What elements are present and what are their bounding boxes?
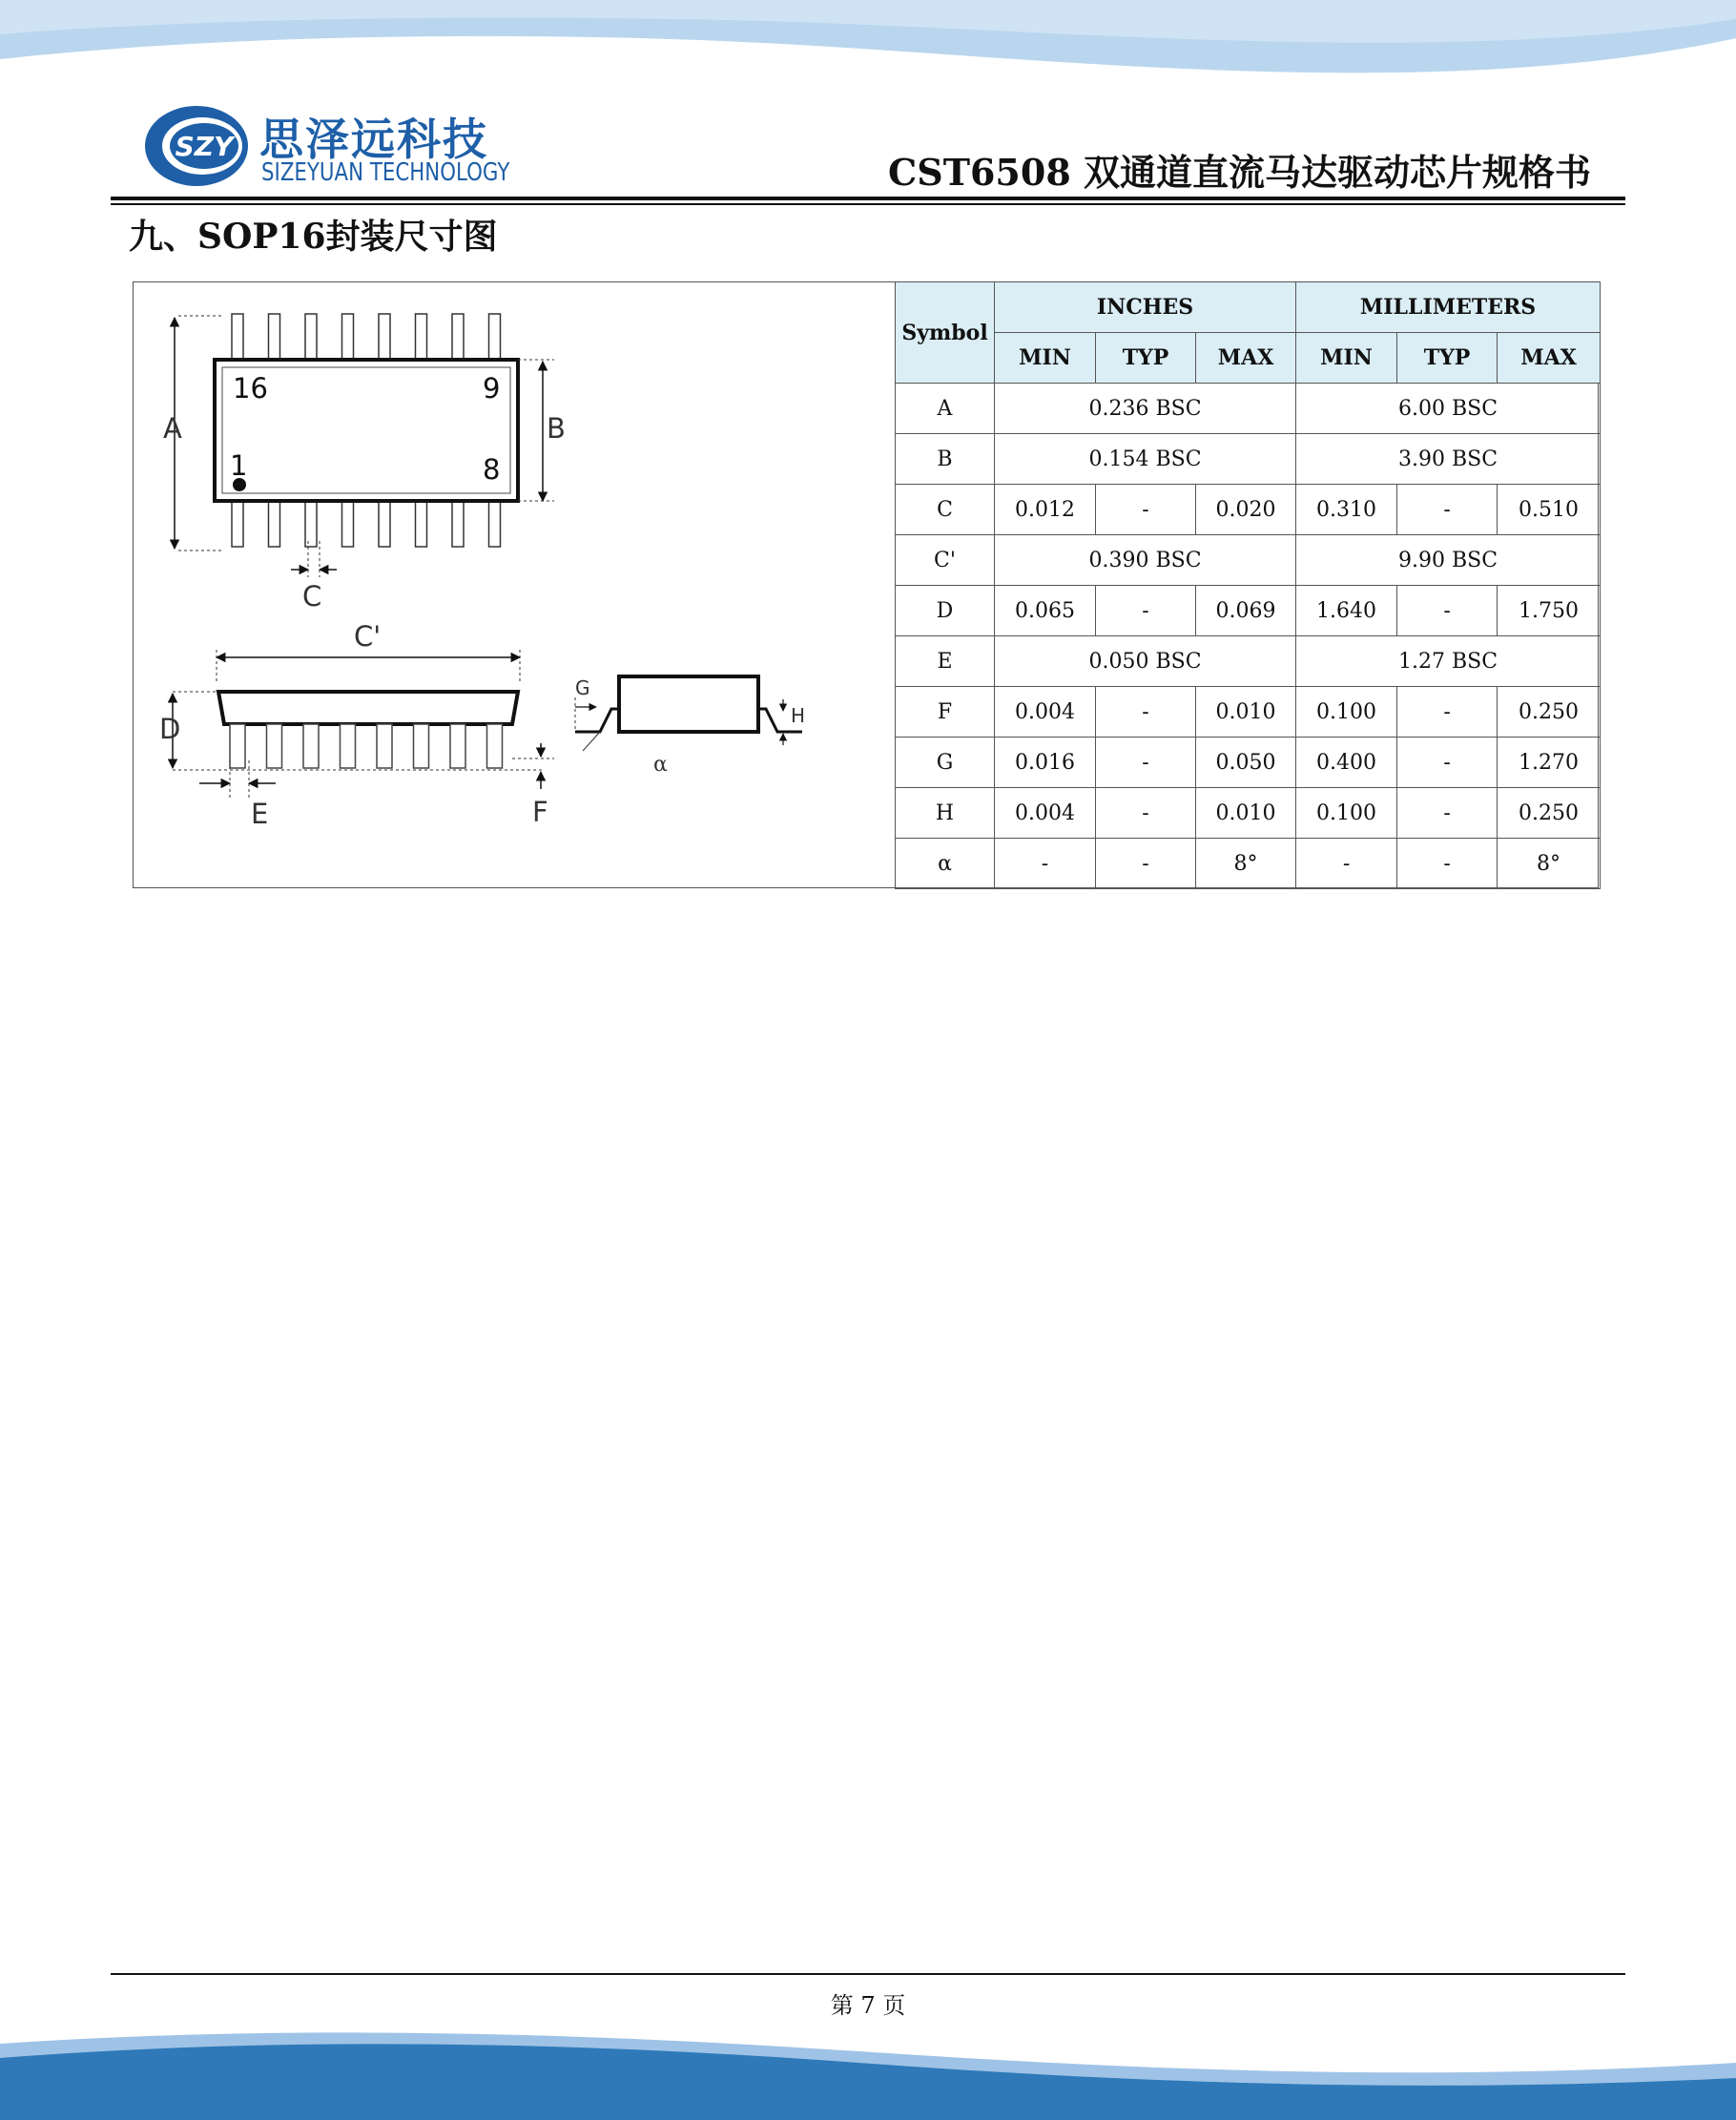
cell-value: 0.004 (995, 788, 1096, 839)
cell-value: 0.100 (1296, 687, 1397, 738)
subheader-in-min: MIN (995, 333, 1096, 384)
szy-logo-icon (143, 103, 256, 189)
cell-value: 8° (1498, 839, 1601, 889)
subheader-mm-max: MAX (1498, 333, 1601, 384)
cell-value: 0.012 (995, 485, 1096, 535)
pin-label-9: 9 (483, 372, 501, 405)
cell-inches-bsc: 0.390 BSC (995, 535, 1296, 586)
page-number: 第 7 页 (830, 1992, 906, 2019)
side-view (159, 620, 554, 830)
footer-wave (0, 2006, 1736, 2120)
table-row (896, 738, 1601, 788)
cell-value: 1.270 (1498, 738, 1601, 788)
cell-value: 1.640 (1296, 586, 1397, 636)
lead-top (342, 314, 354, 362)
cell-mm-bsc: 9.90 BSC (1296, 535, 1601, 586)
sop16-package-drawing (134, 283, 894, 886)
lead-bottom (342, 499, 354, 547)
cell-value: 0.250 (1498, 687, 1601, 738)
cell-value: 0.010 (1196, 788, 1296, 839)
lead-bottom (232, 499, 243, 547)
subheader-mm-min: MIN (1296, 333, 1397, 384)
cell-symbol: C' (896, 535, 995, 586)
dim-label-D: D (159, 713, 181, 745)
cell-value: 0.069 (1196, 586, 1296, 636)
subheader-in-max: MAX (1196, 333, 1296, 384)
header-inches: INCHES (995, 282, 1296, 333)
dim-label-A: A (163, 412, 182, 445)
cell-symbol: C (896, 485, 995, 535)
cell-value: - (1096, 788, 1196, 839)
lead-bottom (489, 499, 501, 547)
cell-value: 0.020 (1196, 485, 1296, 535)
cell-value: 0.065 (995, 586, 1096, 636)
dim-label-Cprime: C' (354, 620, 382, 653)
cell-value: - (1397, 788, 1498, 839)
lead-side (377, 724, 392, 768)
cell-value: 0.510 (1498, 485, 1601, 535)
pin-label-16: 16 (233, 372, 268, 405)
lead-top (489, 314, 501, 362)
cell-symbol: F (896, 687, 995, 738)
pin-label-1: 1 (230, 449, 248, 482)
cell-mm-bsc: 6.00 BSC (1296, 384, 1601, 434)
cell-symbol: B (896, 434, 995, 485)
lead-top (379, 314, 390, 362)
cell-symbol: α (896, 839, 995, 889)
lead-bottom (305, 499, 317, 547)
cell-value: - (1096, 687, 1196, 738)
lead-bottom (416, 499, 427, 547)
dim-label-H: H (791, 704, 806, 727)
lead-top (416, 314, 427, 362)
header-symbol: Symbol (896, 282, 995, 384)
cell-inches-bsc: 0.050 BSC (995, 636, 1296, 687)
company-logo (143, 103, 510, 189)
cell-value: - (1096, 839, 1196, 889)
cell-mm-bsc: 1.27 BSC (1296, 636, 1601, 687)
subheader-in-typ: TYP (1096, 333, 1196, 384)
document-title: CST6508 双通道直流马达驱动芯片规格书 (888, 151, 1591, 194)
header-rule (111, 197, 1625, 200)
table-row (896, 384, 1601, 434)
cell-mm-bsc: 3.90 BSC (1296, 434, 1601, 485)
cell-value: - (1096, 738, 1196, 788)
footer-rule (111, 1973, 1625, 1975)
cell-value: - (1397, 586, 1498, 636)
cell-value: - (1397, 839, 1498, 889)
cell-inches-bsc: 0.154 BSC (995, 434, 1296, 485)
lead-side (230, 724, 245, 768)
cell-symbol: H (896, 788, 995, 839)
header-rule-thin (111, 203, 1625, 205)
lead-side (303, 724, 319, 768)
lead-side (487, 724, 503, 768)
lead-bottom (379, 499, 390, 547)
cell-value: 0.016 (995, 738, 1096, 788)
top-view (215, 314, 518, 547)
table-row (896, 687, 1601, 738)
cell-symbol: E (896, 636, 995, 687)
header-millimeters: MILLIMETERS (1296, 282, 1601, 333)
dimensions-table (895, 281, 1601, 889)
lead-detail (575, 676, 805, 777)
lead-bottom (452, 499, 464, 547)
cell-value: 0.010 (1196, 687, 1296, 738)
cell-value: - (1096, 586, 1196, 636)
section-title: 九、SOP16封装尺寸图 (129, 217, 498, 257)
lead-top (305, 314, 317, 362)
lead-top (269, 314, 280, 362)
cell-value: 0.100 (1296, 788, 1397, 839)
cell-value: - (1296, 839, 1397, 889)
logo-chinese-name: 思泽远科技 (259, 114, 488, 165)
cell-value: - (1397, 485, 1498, 535)
dim-label-E: E (251, 798, 269, 830)
cell-value: 0.250 (1498, 788, 1601, 839)
cell-value: - (1096, 485, 1196, 535)
cell-value: 0.310 (1296, 485, 1397, 535)
dim-label-F: F (532, 796, 548, 828)
lead-bottom (269, 499, 280, 547)
cell-symbol: D (896, 586, 995, 636)
pin-label-8: 8 (483, 453, 501, 486)
table-row (896, 839, 1601, 889)
subheader-mm-typ: TYP (1397, 333, 1498, 384)
lead-side (414, 724, 429, 768)
lead-side (267, 724, 282, 768)
cell-value: 8° (1196, 839, 1296, 889)
lead-top (232, 314, 243, 362)
cell-value: - (1397, 738, 1498, 788)
cell-symbol: G (896, 738, 995, 788)
cell-value: - (1397, 687, 1498, 738)
table-row (896, 434, 1601, 485)
header-wave (0, 0, 1736, 105)
cell-value: - (995, 839, 1096, 889)
logo-english-name: SIZEYUAN TECHNOLOGY (261, 158, 510, 187)
lead-side (341, 724, 356, 768)
cell-symbol: A (896, 384, 995, 434)
lead-top (452, 314, 464, 362)
cell-value: 1.750 (1498, 586, 1601, 636)
logo-mark-text: SZY (175, 131, 234, 162)
table-row (896, 788, 1601, 839)
lead-side (450, 724, 465, 768)
dim-label-alpha: α (653, 753, 668, 777)
cell-value: 0.050 (1196, 738, 1296, 788)
cell-inches-bsc: 0.236 BSC (995, 384, 1296, 434)
table-row (896, 535, 1601, 586)
table-row (896, 586, 1601, 636)
dim-label-B: B (547, 412, 566, 445)
table-row (896, 485, 1601, 535)
table-row (896, 636, 1601, 687)
cell-value: 0.004 (995, 687, 1096, 738)
dim-label-C: C (302, 580, 322, 613)
cell-value: 0.400 (1296, 738, 1397, 788)
dim-label-G: G (575, 676, 590, 699)
